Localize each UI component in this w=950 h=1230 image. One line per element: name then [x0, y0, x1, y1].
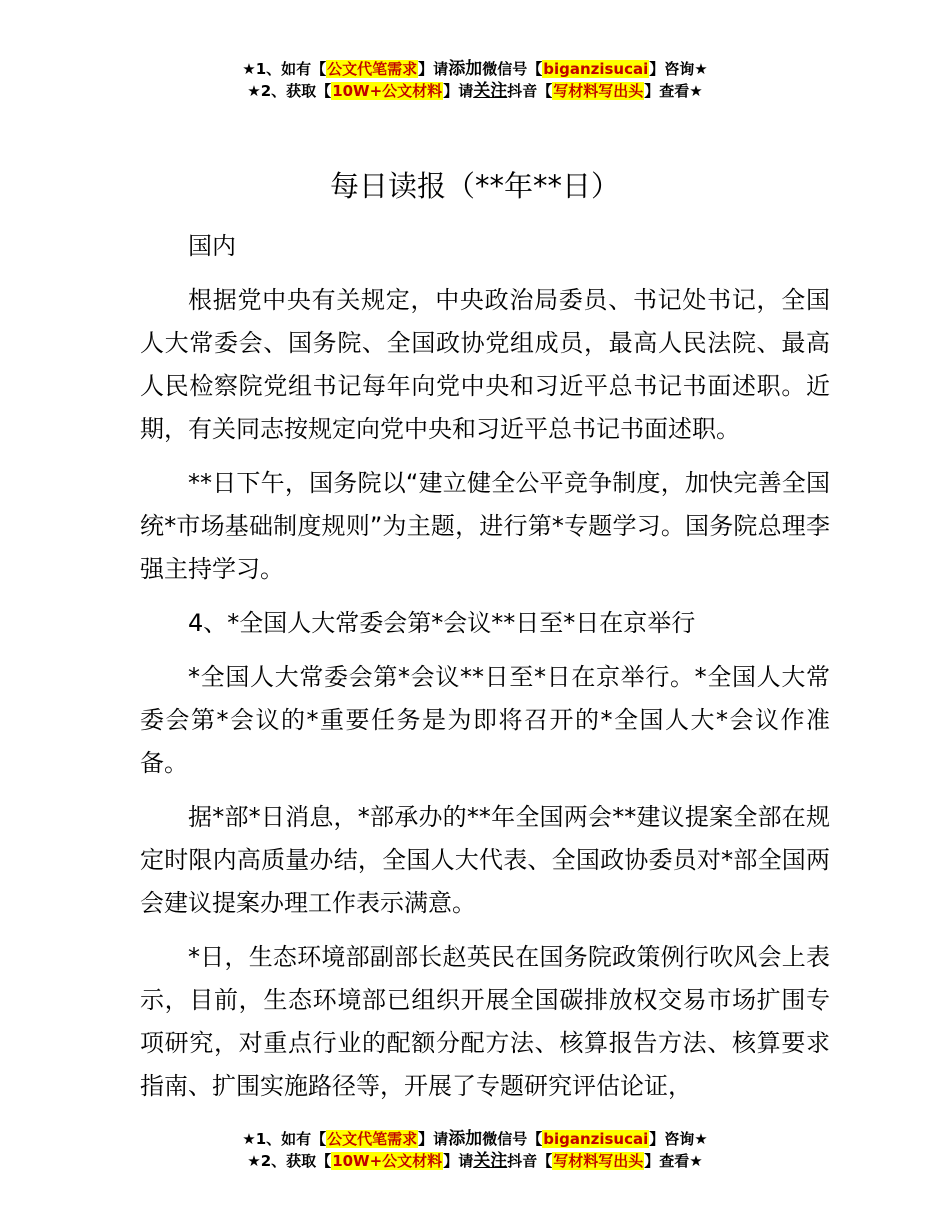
document-body [140, 225, 830, 1119]
ad-highlight: 公文代笔需求 [327, 1130, 418, 1148]
paragraph: 根据党中央有关规定，中央政治局委员、书记处书记，全国人大常委会、国务院、全国政协党组成员，最高人民法院、最高人民检察院党组书记每年向党中央和习近平总书记书面述职。近期，有关同志按规定向党中央和习近平总书记书面述职。 [140, 286, 830, 443]
ad-line-1: ★1、如有【公文代笔需求】请添加微信号【biganzisucai】咨询★ [242, 59, 708, 79]
paragraph-heading: 4、*全国人大常委会第*会议**日至*日在京举行 [188, 609, 696, 637]
paragraph: *全国人大常委会第*会议**日至*日在京举行。*全国人大常委会第*会议的*重要任务是为即将召开的*全国人大*会议作准备。 [140, 663, 830, 777]
paragraph: *日，生态环境部副部长赵英民在国务院政策例行吹风会上表示，目前，生态环境部已组织开展全国碳排放权交易市场扩围专项研究，对重点行业的配额分配方法、核算报告方法、核算要求指南、扩围实施路径等，开展了专题研究评估论证， [140, 943, 830, 1100]
paragraph: 据*部*日消息，*部承办的**年全国两会**建议提案全部在规定时限内高质量办结，全国人大代表、全国政协委员对*部全国两会建议提案办理工作表示满意。 [140, 803, 830, 917]
ad-highlight: 10W+公文材料 [332, 82, 443, 100]
top-ad-banner [0, 58, 950, 102]
ad-line-1: ★1、如有【公文代笔需求】请添加微信号【biganzisucai】咨询★ [242, 1129, 708, 1149]
ad-douyin-id: 写材料写出头 [553, 82, 644, 100]
ad-wechat-id: biganzisucai [543, 1130, 649, 1148]
document-title: 每日读报（**年**日） [329, 169, 620, 203]
ad-highlight: 10W+公文材料 [332, 1152, 443, 1170]
paragraph: **日下午，国务院以“建立健全公平竞争制度，加快完善全国统*市场基础制度规则”为主题，进行第*专题学习。国务院总理李强主持学习。 [140, 469, 830, 583]
ad-line-2: ★2、获取【10W+公文材料】请关注抖音【写材料写出头】查看★ [247, 81, 703, 101]
section-heading: 国内 [188, 232, 236, 260]
ad-line-2: ★2、获取【10W+公文材料】请关注抖音【写材料写出头】查看★ [247, 1151, 703, 1171]
ad-highlight: 公文代笔需求 [327, 60, 418, 78]
ad-douyin-id: 写材料写出头 [553, 1152, 644, 1170]
ad-wechat-id: biganzisucai [543, 60, 649, 78]
bottom-ad-banner [0, 1128, 950, 1172]
